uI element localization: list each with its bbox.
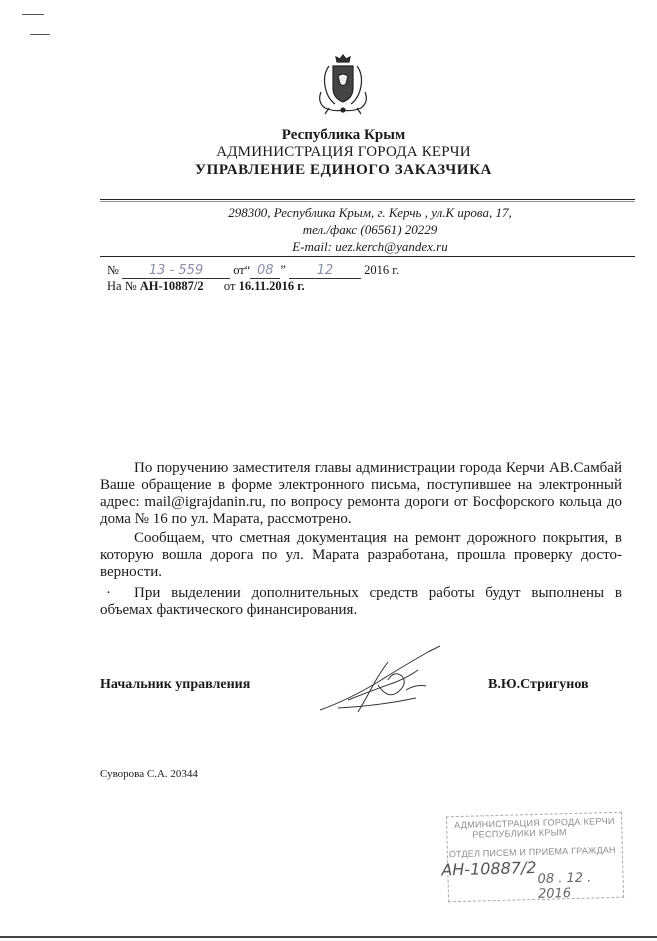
body-paragraph-3-text: При выделении дополнительных средств работы будут выполнены в объемах фактического финансирования. <box>100 585 622 618</box>
reference-number: АН-10887/2 <box>139 279 204 293</box>
registration-number-label: № <box>107 263 119 277</box>
header-rule-bottom <box>100 256 635 257</box>
registration-day: 08 <box>250 263 280 279</box>
header-department: УПРАВЛЕНИЕ ЕДИНОГО ЗАКАЗЧИКА <box>195 162 492 178</box>
address-line: 298300, Республика Крым, г. Керчь , ул.К ирова, 17, <box>228 205 512 220</box>
stamp-handwritten-number: АН-10887/2 <box>441 857 537 880</box>
body-paragraph-1 <box>100 460 622 528</box>
body-paragraph-2-text: Сообщаем, что сметная документация на ремонт дорожного покрытия, в которую вошла дорога по ул. Марата разработана, прошла проверку достоверности. <box>100 530 622 580</box>
stamp-line-2: РЕСПУБЛИКИ КРЫМ <box>472 827 567 840</box>
scan-bottom-edge <box>0 936 657 938</box>
registration-line <box>107 263 399 279</box>
registration-year: 2016 г. <box>364 263 400 277</box>
reference-label: На № <box>107 279 137 293</box>
coat-of-arms-emblem <box>315 52 371 116</box>
handwritten-signature <box>318 640 443 720</box>
header-rule-top <box>100 199 635 200</box>
bullet: · <box>106 585 111 601</box>
executor-info: Суворова С.А. 20344 <box>100 768 198 780</box>
stamp-line-3: ОТДЕЛ ПИСЕМ И ПРИЕМА ГРАЖДАН <box>448 844 616 860</box>
scan-mark <box>22 14 44 15</box>
body-paragraph-3 <box>100 585 622 619</box>
scan-mark <box>30 34 50 35</box>
registration-month: 12 <box>289 263 361 279</box>
email-line: E-mail: uez.kerch@yandex.ru <box>292 239 448 254</box>
body-paragraph-2 <box>100 530 622 581</box>
registration-day-quote-open: “ <box>244 263 251 277</box>
registration-day-quote-close: ” <box>280 263 286 277</box>
signatory-title: Начальник управления <box>100 677 251 692</box>
reference-date: 16.11.2016 г. <box>238 279 305 293</box>
address-block <box>200 204 540 255</box>
header-republic: Республика Крым <box>281 127 406 143</box>
incoming-registration-stamp <box>441 812 624 903</box>
body-paragraph-1-text: По поручению заместителя главы администрации города Керчи АВ.Самбай Ваше обращение в форме электронного письма, поступившее на электронный адрес: mail@igrajdanin.ru, по вопросу ремонта дороги от Босфорского кольца до дома № 16 по ул. Марата, рассмотрено. <box>100 460 622 527</box>
registration-date-label: от <box>233 263 245 277</box>
header-administration: АДМИНИСТРАЦИЯ ГОРОДА КЕРЧИ <box>216 144 471 160</box>
reference-line <box>107 279 305 294</box>
signatory-name: В.Ю.Стригунов <box>488 677 589 692</box>
stamp-handwritten-date: 08 . 12 . 2016 <box>537 870 592 902</box>
registration-number-value: 13 - 559 <box>122 263 230 279</box>
reference-date-label: от <box>223 279 236 293</box>
phone-line: тел./факс (06561) 20229 <box>302 222 438 237</box>
header-rule-top-thin <box>100 201 635 202</box>
stamp-line-1: АДМИНИСТРАЦИЯ ГОРОДА КЕРЧИ <box>454 815 615 831</box>
